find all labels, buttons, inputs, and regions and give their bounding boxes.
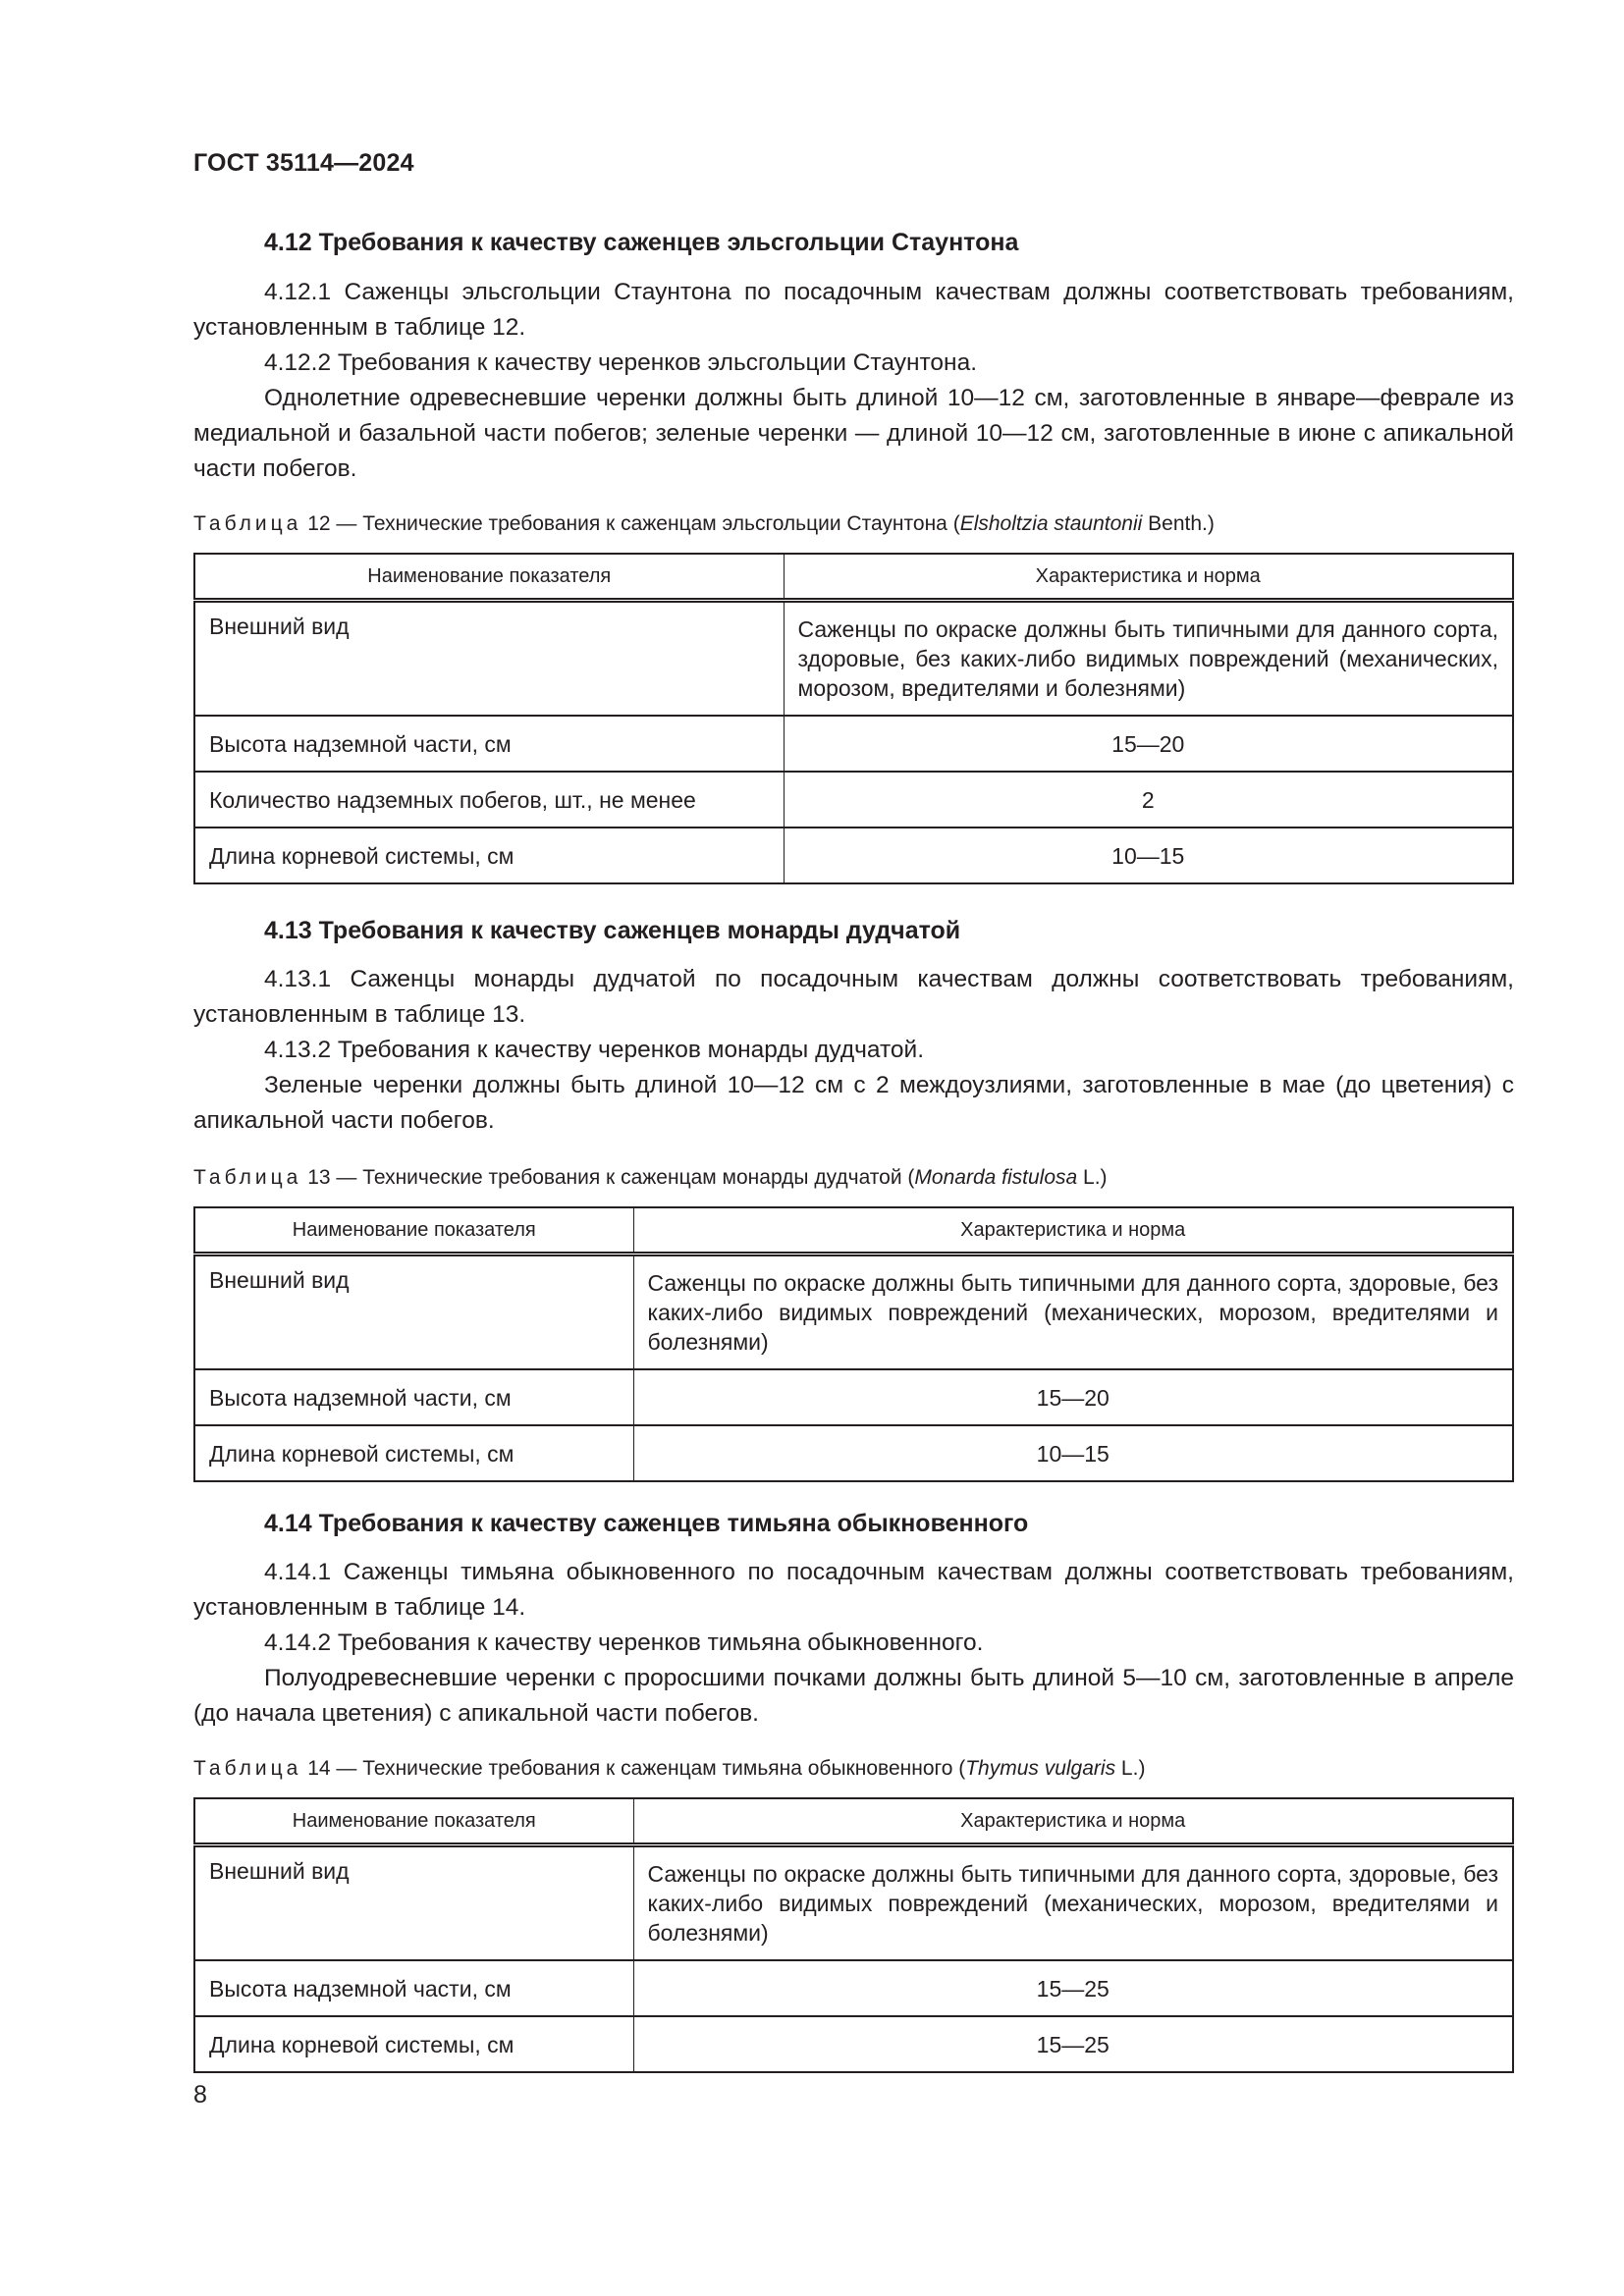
section-4-14-body xyxy=(193,1555,1514,1732)
indicator-cell: Длина корневой системы, см xyxy=(194,2016,633,2072)
paragraph: 4.12.2 Требования к качеству черенков эльсгольции Стаунтона. xyxy=(264,349,978,376)
norm-cell: 10—15 xyxy=(784,828,1513,883)
norm-cell: 15—20 xyxy=(633,1369,1513,1425)
column-header-norm: Характеристика и норма xyxy=(633,1207,1513,1255)
table-row xyxy=(194,1845,1513,1961)
page-number: 8 xyxy=(193,2081,207,2109)
indicator-cell: Длина корневой системы, см xyxy=(194,1425,633,1481)
indicator-cell: Количество надземных побегов, шт., не менее xyxy=(194,772,784,828)
caption-author: L.) xyxy=(1115,1757,1146,1780)
caption-number: 12 xyxy=(307,512,331,535)
indicator-cell: Внешний вид xyxy=(194,1845,633,1961)
table-row xyxy=(194,1960,1513,2016)
norm-cell: 15—20 xyxy=(784,716,1513,772)
caption-text: — Технические требования к саженцам эльсгольции Стаунтона ( xyxy=(330,512,960,535)
caption-latin-name: Monarda fistulosa xyxy=(914,1166,1078,1189)
table-14-caption xyxy=(193,1755,1514,1783)
table-row xyxy=(194,828,1513,883)
norm-cell: Саженцы по окраске должны быть типичными для данного сорта, здоровые, без каких-либо видимых повреждений (механических, морозом, вредителями и болезнями) xyxy=(784,601,1513,717)
table-row xyxy=(194,1255,1513,1370)
caption-number: 13 xyxy=(307,1166,331,1189)
caption-latin-name: Thymus vulgaris xyxy=(965,1757,1116,1780)
indicator-cell: Высота надземной части, см xyxy=(194,1960,633,2016)
table-header-row xyxy=(194,1207,1513,1255)
table-row xyxy=(194,716,1513,772)
norm-cell: 15—25 xyxy=(633,1960,1513,2016)
column-header-indicator: Наименование показателя xyxy=(194,1798,633,1845)
norm-cell: 2 xyxy=(784,772,1513,828)
caption-author: L.) xyxy=(1077,1166,1108,1189)
paragraph: 4.12.1 Саженцы эльсгольции Стаунтона по посадочным качествам должны соответствовать требованиям, установленным в таблице 12. xyxy=(193,279,1514,341)
table-header-row xyxy=(194,1798,1513,1845)
table-12-caption xyxy=(193,510,1514,538)
section-4-13 xyxy=(193,916,1514,945)
caption-author: Benth.) xyxy=(1142,512,1215,535)
table-row xyxy=(194,2016,1513,2072)
norm-cell: 10—15 xyxy=(633,1425,1513,1481)
table-row xyxy=(194,1369,1513,1425)
paragraph: Однолетние одревесневшие черенки должны быть длиной 10—12 см, заготовленные в январе—феврале из медиальной и базальной части побегов; зеленые черенки — длиной 10—12 см, заготовленные в июне с апикальной части побегов. xyxy=(193,385,1514,482)
caption-label: Таблица xyxy=(193,1166,302,1189)
section-title: 4.12 Требования к качеству саженцев эльсгольции Стаунтона xyxy=(264,229,1019,256)
column-header-indicator: Наименование показателя xyxy=(194,554,784,601)
caption-text: — Технические требования к саженцам монарды дудчатой ( xyxy=(330,1166,915,1189)
paragraph: 4.13.2 Требования к качеству черенков монарды дудчатой. xyxy=(264,1037,925,1063)
norm-cell: 15—25 xyxy=(633,2016,1513,2072)
table-14 xyxy=(193,1797,1514,2073)
paragraph: 4.14.2 Требования к качеству черенков тимьяна обыкновенного. xyxy=(264,1629,984,1656)
norm-cell: Саженцы по окраске должны быть типичными для данного сорта, здоровые, без каких-либо видимых повреждений (механических, морозом, вредителями и болезнями) xyxy=(633,1845,1513,1961)
caption-label: Таблица xyxy=(193,1757,302,1780)
table-13 xyxy=(193,1206,1514,1482)
section-4-14 xyxy=(193,1509,1514,1538)
table-row xyxy=(194,772,1513,828)
indicator-cell: Высота надземной части, см xyxy=(194,1369,633,1425)
table-row xyxy=(194,1425,1513,1481)
caption-number: 14 xyxy=(307,1757,331,1780)
caption-label: Таблица xyxy=(193,512,302,535)
document-id-header: ГОСТ 35114—2024 xyxy=(193,149,414,177)
table-13-caption xyxy=(193,1164,1514,1192)
paragraph: 4.14.1 Саженцы тимьяна обыкновенного по посадочным качествам должны соответствовать требованиям, установленным в таблице 14. xyxy=(193,1559,1514,1621)
indicator-cell: Высота надземной части, см xyxy=(194,716,784,772)
norm-cell: Саженцы по окраске должны быть типичными для данного сорта, здоровые, без каких-либо видимых повреждений (механических, морозом, вредителями и болезнями) xyxy=(633,1255,1513,1370)
table-row xyxy=(194,601,1513,717)
indicator-cell: Внешний вид xyxy=(194,1255,633,1370)
column-header-norm: Характеристика и норма xyxy=(633,1798,1513,1845)
section-title: 4.13 Требования к качеству саженцев монарды дудчатой xyxy=(264,917,961,944)
section-4-12 xyxy=(193,228,1514,257)
section-4-13-body xyxy=(193,962,1514,1139)
column-header-indicator: Наименование показателя xyxy=(194,1207,633,1255)
caption-latin-name: Elsholtzia stauntonii xyxy=(959,512,1143,535)
paragraph: 4.13.1 Саженцы монарды дудчатой по посадочным качествам должны соответствовать требованиям, установленным в таблице 13. xyxy=(193,966,1514,1028)
caption-text: — Технические требования к саженцам тимьяна обыкновенного ( xyxy=(330,1757,966,1780)
paragraph: Полуодревесневшие черенки с проросшими почками должны быть длиной 5—10 см, заготовленные в апреле (до начала цветения) с апикальной части побегов. xyxy=(193,1665,1514,1727)
table-12 xyxy=(193,553,1514,884)
indicator-cell: Длина корневой системы, см xyxy=(194,828,784,883)
column-header-norm: Характеристика и норма xyxy=(784,554,1513,601)
paragraph: Зеленые черенки должны быть длиной 10—12 см с 2 междоузлиями, заготовленные в мае (до цветения) с апикальной части побегов. xyxy=(193,1072,1514,1134)
section-title: 4.14 Требования к качеству саженцев тимьяна обыкновенного xyxy=(264,1510,1029,1537)
section-4-12-body xyxy=(193,275,1514,487)
table-header-row xyxy=(194,554,1513,601)
indicator-cell: Внешний вид xyxy=(194,601,784,717)
